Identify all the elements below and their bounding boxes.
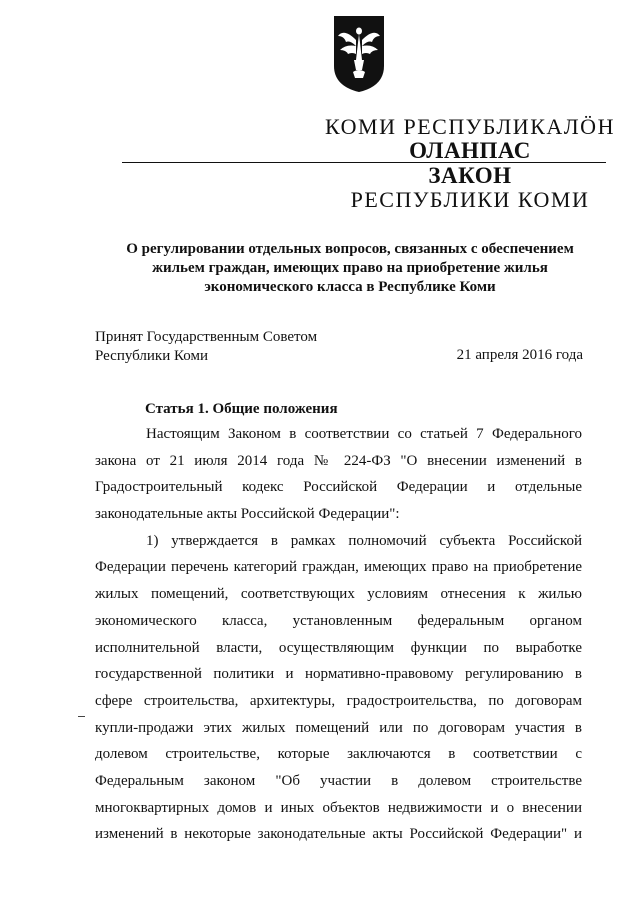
adoption-line: Принят Государственным Советом xyxy=(95,329,318,345)
adoption-line: Республики Коми xyxy=(95,348,208,364)
body-line: законодательные акты Российской Федерации": xyxy=(95,506,400,523)
body-line: изменений в некоторые законодательные акты Российской Федерации" и xyxy=(95,826,582,843)
header-olanpas: ОЛАНПАС xyxy=(409,138,531,163)
margin-mark xyxy=(78,716,85,717)
body-line: Настоящим Законом в соответствии со статьей 7 Федерального xyxy=(146,426,582,442)
body-line: Федерации перечень категорий граждан, имеющих право на приобретение xyxy=(95,559,582,576)
adoption-statement xyxy=(95,328,317,366)
body-line: купли-продажи этих жилых помещений или по договорам участия в xyxy=(95,719,582,736)
body-line: государственной политики и нормативно-правовому регулированию в xyxy=(95,666,582,683)
body-line: Градостроительный кодекс Российской Федерации и отдельные xyxy=(95,479,582,496)
body-line: многоквартирных домов и иных объектов недвижимости и о внесении xyxy=(95,799,582,816)
article-body xyxy=(95,421,582,848)
law-title-line: экономического класса в Республике Коми xyxy=(204,279,496,295)
law-title xyxy=(100,240,600,297)
body-line: жилых помещений, соответствующих условиям отнесения к жилью xyxy=(95,586,582,603)
body-line: долевом строительстве, которые заключаются в соответствии с xyxy=(95,746,582,763)
body-line: закона от 21 июля 2014 года № 224-ФЗ "О внесении изменений в xyxy=(95,452,582,469)
body-line: сфере строительства, архитектуры, градостроительства, по договорам xyxy=(95,692,582,709)
body-line: исполнительной власти, осуществляющим функции по выработке xyxy=(95,639,582,656)
body-line: экономического класса, установленным федеральным органом xyxy=(95,612,582,629)
article-heading: Статья 1. Общие положения xyxy=(145,401,338,417)
header-komi-title: КОМИ РЕСПУБЛИКАЛÖН xyxy=(325,114,615,139)
adoption-date: 21 апреля 2016 года xyxy=(456,347,583,363)
law-title-line: О регулировании отдельных вопросов, связанных с обеспечением xyxy=(126,241,574,257)
body-line: Федеральным законом "Об участии в долевом строительстве xyxy=(95,772,582,789)
header-zakon: ЗАКОН xyxy=(428,163,512,188)
law-title-line: жильем граждан, имеющих право на приобретение жилья xyxy=(152,260,548,276)
komi-coat-of-arms-icon xyxy=(332,14,386,94)
header-republic: РЕСПУБЛИКИ КОМИ xyxy=(350,187,590,212)
body-line: 1) утверждается в рамках полномочий субъекта Российской xyxy=(146,532,582,549)
